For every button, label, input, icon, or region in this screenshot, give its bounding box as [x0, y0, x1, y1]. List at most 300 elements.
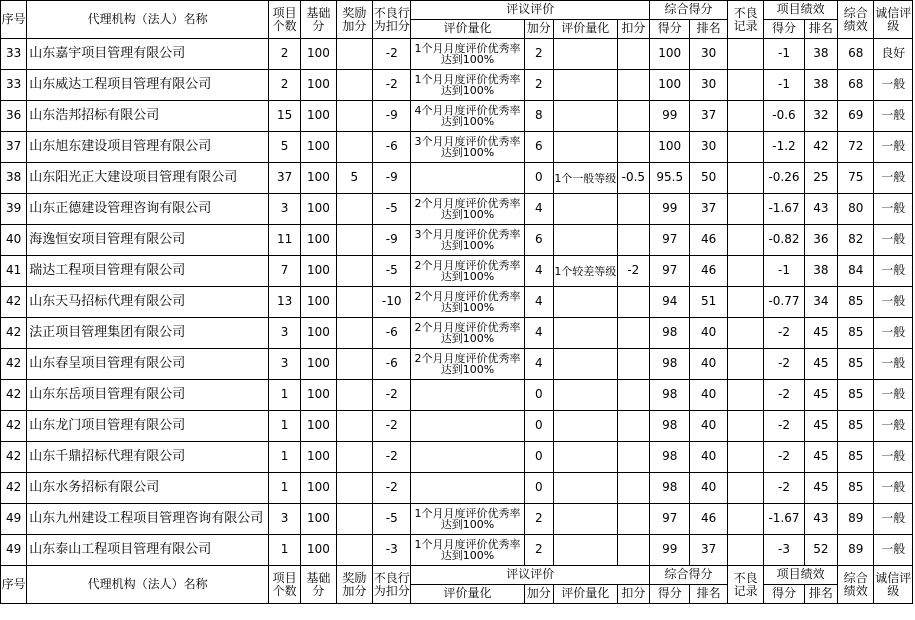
- footer-header-deduct: 扣分: [617, 585, 649, 604]
- cell-bonus: [336, 411, 372, 442]
- cell-name: 山东阳光正大建设项目管理有限公司: [27, 163, 269, 194]
- cell-pscore: -2: [764, 380, 804, 411]
- cell-deduct: [617, 39, 649, 70]
- footer-header-bad-record: 不良记录: [727, 566, 763, 604]
- footer-header-project-perf: 项目绩效: [764, 566, 838, 585]
- cell-base: 100: [301, 39, 336, 70]
- cell-total: 85: [838, 442, 874, 473]
- cell-total: 85: [838, 349, 874, 380]
- cell-count: 13: [268, 287, 300, 318]
- cell-rank: 46: [690, 225, 727, 256]
- cell-bonus: [336, 132, 372, 163]
- cell-record: [727, 39, 763, 70]
- cell-eval2: [553, 101, 617, 132]
- cell-bonus: [336, 101, 372, 132]
- cell-bad: -9: [373, 225, 411, 256]
- cell-credit: 一般: [874, 132, 913, 163]
- cell-rank: 46: [690, 504, 727, 535]
- cell-rank: 37: [690, 194, 727, 225]
- cell-seq: 49: [1, 504, 27, 535]
- cell-eval: 2个月月度评价优秀率达到100%: [411, 194, 524, 225]
- cell-name: 山东东岳项目管理有限公司: [27, 380, 269, 411]
- cell-rank: 40: [690, 349, 727, 380]
- cell-pscore: -1.2: [764, 132, 804, 163]
- cell-eval: 2个月月度评价优秀率达到100%: [411, 349, 524, 380]
- cell-seq: 40: [1, 225, 27, 256]
- cell-prank: 43: [804, 504, 837, 535]
- cell-pscore: -1: [764, 70, 804, 101]
- cell-credit: 一般: [874, 287, 913, 318]
- cell-credit: 一般: [874, 535, 913, 566]
- cell-base: 100: [301, 442, 336, 473]
- footer-header-name: 代理机构（法人）名称: [27, 566, 269, 604]
- cell-eval2: [553, 39, 617, 70]
- cell-score: 100: [650, 39, 690, 70]
- cell-add: 0: [524, 380, 553, 411]
- footer-header-seq: 序号: [1, 566, 27, 604]
- cell-record: [727, 411, 763, 442]
- header-score: 得分: [650, 20, 690, 39]
- cell-eval2: [553, 380, 617, 411]
- cell-seq: 42: [1, 411, 27, 442]
- table-row: [1, 132, 913, 163]
- cell-credit: 一般: [874, 349, 913, 380]
- cell-total: 84: [838, 256, 874, 287]
- cell-seq: 42: [1, 349, 27, 380]
- cell-total: 68: [838, 39, 874, 70]
- table-footer-header-top: [1, 566, 913, 585]
- cell-bad: -2: [373, 39, 411, 70]
- cell-rank: 37: [690, 535, 727, 566]
- table-row: [1, 194, 913, 225]
- cell-add: 0: [524, 442, 553, 473]
- cell-eval: [411, 473, 524, 504]
- header-bonus: 奖励加分: [336, 1, 372, 39]
- cell-base: 100: [301, 287, 336, 318]
- cell-eval2: [553, 287, 617, 318]
- cell-seq: 39: [1, 194, 27, 225]
- cell-bad: -6: [373, 132, 411, 163]
- cell-record: [727, 101, 763, 132]
- cell-rank: 37: [690, 101, 727, 132]
- cell-bonus: [336, 225, 372, 256]
- header-add: 加分: [524, 20, 553, 39]
- cell-add: 2: [524, 39, 553, 70]
- cell-eval: 4个月月度评价优秀率达到100%: [411, 101, 524, 132]
- cell-record: [727, 442, 763, 473]
- cell-prank: 45: [804, 442, 837, 473]
- table-row: [1, 504, 913, 535]
- cell-score: 95.5: [650, 163, 690, 194]
- cell-credit: 一般: [874, 473, 913, 504]
- cell-name: 海逸恒安项目管理有限公司: [27, 225, 269, 256]
- cell-score: 100: [650, 70, 690, 101]
- cell-credit: 一般: [874, 256, 913, 287]
- cell-score: 99: [650, 194, 690, 225]
- cell-eval: [411, 411, 524, 442]
- cell-total: 72: [838, 132, 874, 163]
- cell-name: 瑞达工程项目管理有限公司: [27, 256, 269, 287]
- cell-eval: 1个月月度评价优秀率达到100%: [411, 39, 524, 70]
- cell-credit: 一般: [874, 194, 913, 225]
- cell-bonus: [336, 39, 372, 70]
- cell-name: 山东嘉宇项目管理有限公司: [27, 39, 269, 70]
- cell-prank: 52: [804, 535, 837, 566]
- cell-deduct: [617, 535, 649, 566]
- cell-pscore: -2: [764, 411, 804, 442]
- header-eval-q2: 评价量化: [553, 20, 617, 39]
- table-row: [1, 473, 913, 504]
- cell-credit: 一般: [874, 411, 913, 442]
- header-bad: 不良行为扣分: [373, 1, 411, 39]
- table-row: [1, 318, 913, 349]
- cell-eval2: [553, 504, 617, 535]
- cell-prank: 32: [804, 101, 837, 132]
- cell-name: 山东天马招标代理有限公司: [27, 287, 269, 318]
- cell-name: 山东正德建设管理咨询有限公司: [27, 194, 269, 225]
- cell-record: [727, 163, 763, 194]
- cell-bonus: [336, 318, 372, 349]
- cell-seq: 42: [1, 473, 27, 504]
- cell-add: 4: [524, 287, 553, 318]
- cell-score: 98: [650, 318, 690, 349]
- cell-base: 100: [301, 256, 336, 287]
- cell-total: 85: [838, 473, 874, 504]
- cell-credit: 一般: [874, 318, 913, 349]
- cell-add: 6: [524, 132, 553, 163]
- cell-name: 山东九州建设工程项目管理咨询有限公司: [27, 504, 269, 535]
- cell-prank: 38: [804, 256, 837, 287]
- cell-name: 山东龙门项目管理有限公司: [27, 411, 269, 442]
- cell-score: 97: [650, 256, 690, 287]
- cell-bad: -2: [373, 473, 411, 504]
- cell-bonus: [336, 473, 372, 504]
- cell-count: 3: [268, 194, 300, 225]
- footer-header-perf-score: 得分: [764, 585, 804, 604]
- cell-add: 6: [524, 225, 553, 256]
- cell-eval: 1个月月度评价优秀率达到100%: [411, 535, 524, 566]
- cell-deduct: [617, 349, 649, 380]
- table-header-top: [1, 1, 913, 20]
- cell-prank: 45: [804, 380, 837, 411]
- cell-record: [727, 380, 763, 411]
- cell-eval: 2个月月度评价优秀率达到100%: [411, 287, 524, 318]
- cell-total: 69: [838, 101, 874, 132]
- cell-rank: 30: [690, 70, 727, 101]
- table-row: [1, 101, 913, 132]
- cell-rank: 40: [690, 318, 727, 349]
- header-count: 项目个数: [268, 1, 300, 39]
- cell-record: [727, 349, 763, 380]
- table-row: [1, 256, 913, 287]
- cell-count: 1: [268, 535, 300, 566]
- cell-record: [727, 318, 763, 349]
- cell-credit: 一般: [874, 70, 913, 101]
- cell-deduct: [617, 442, 649, 473]
- cell-prank: 43: [804, 194, 837, 225]
- cell-record: [727, 132, 763, 163]
- cell-credit: 一般: [874, 163, 913, 194]
- table-row: [1, 163, 913, 194]
- cell-deduct: [617, 287, 649, 318]
- cell-bonus: [336, 442, 372, 473]
- cell-eval: 1个月月度评价优秀率达到100%: [411, 70, 524, 101]
- cell-base: 100: [301, 473, 336, 504]
- cell-pscore: -0.77: [764, 287, 804, 318]
- cell-add: 0: [524, 411, 553, 442]
- table-row: [1, 39, 913, 70]
- cell-total: 75: [838, 163, 874, 194]
- cell-deduct: [617, 473, 649, 504]
- cell-add: 2: [524, 535, 553, 566]
- header-project-perf: 项目绩效: [764, 1, 838, 20]
- cell-count: 1: [268, 473, 300, 504]
- cell-pscore: -2: [764, 318, 804, 349]
- cell-pscore: -2: [764, 473, 804, 504]
- cell-pscore: -0.26: [764, 163, 804, 194]
- cell-bad: -2: [373, 411, 411, 442]
- cell-score: 98: [650, 411, 690, 442]
- cell-rank: 40: [690, 411, 727, 442]
- cell-rank: 46: [690, 256, 727, 287]
- header-total-perf: 综合绩效: [838, 1, 874, 39]
- cell-eval2: [553, 535, 617, 566]
- cell-credit: 一般: [874, 225, 913, 256]
- cell-eval2: [553, 194, 617, 225]
- cell-deduct: [617, 318, 649, 349]
- header-review: 评议评价: [411, 1, 650, 20]
- cell-score: 98: [650, 442, 690, 473]
- cell-bad: -2: [373, 442, 411, 473]
- cell-count: 1: [268, 442, 300, 473]
- cell-prank: 45: [804, 349, 837, 380]
- footer-header-eval-q2: 评价量化: [553, 585, 617, 604]
- cell-eval2: [553, 442, 617, 473]
- header-rank: 排名: [690, 20, 727, 39]
- cell-name: 山东泰山工程项目管理有限公司: [27, 535, 269, 566]
- footer-header-perf-rank: 排名: [804, 585, 837, 604]
- cell-bonus: [336, 194, 372, 225]
- cell-deduct: -0.5: [617, 163, 649, 194]
- cell-prank: 45: [804, 318, 837, 349]
- cell-pscore: -1: [764, 256, 804, 287]
- table-row: [1, 411, 913, 442]
- cell-deduct: [617, 132, 649, 163]
- cell-rank: 30: [690, 132, 727, 163]
- cell-base: 100: [301, 132, 336, 163]
- table-row: [1, 380, 913, 411]
- cell-seq: 36: [1, 101, 27, 132]
- cell-name: 法正项目管理集团有限公司: [27, 318, 269, 349]
- cell-seq: 33: [1, 39, 27, 70]
- cell-total: 85: [838, 318, 874, 349]
- cell-total: 85: [838, 287, 874, 318]
- cell-name: 山东威达工程项目管理有限公司: [27, 70, 269, 101]
- cell-record: [727, 194, 763, 225]
- cell-prank: 45: [804, 473, 837, 504]
- cell-add: 2: [524, 70, 553, 101]
- cell-add: 4: [524, 194, 553, 225]
- table-row: [1, 442, 913, 473]
- cell-prank: 25: [804, 163, 837, 194]
- cell-seq: 42: [1, 287, 27, 318]
- header-base: 基础分: [301, 1, 336, 39]
- cell-pscore: -0.6: [764, 101, 804, 132]
- cell-base: 100: [301, 411, 336, 442]
- cell-bonus: [336, 70, 372, 101]
- cell-eval2: [553, 473, 617, 504]
- cell-bad: -9: [373, 101, 411, 132]
- table-row: [1, 349, 913, 380]
- cell-prank: 38: [804, 39, 837, 70]
- cell-eval2: [553, 411, 617, 442]
- cell-pscore: -1.67: [764, 194, 804, 225]
- cell-record: [727, 256, 763, 287]
- cell-pscore: -1: [764, 39, 804, 70]
- footer-header-rank: 排名: [690, 585, 727, 604]
- cell-record: [727, 504, 763, 535]
- table-row: [1, 535, 913, 566]
- cell-deduct: [617, 70, 649, 101]
- cell-name: 山东春呈项目管理有限公司: [27, 349, 269, 380]
- cell-score: 97: [650, 225, 690, 256]
- cell-pscore: -1.67: [764, 504, 804, 535]
- cell-score: 98: [650, 349, 690, 380]
- cell-eval2: 1个较差等级: [553, 256, 617, 287]
- header-perf-rank: 排名: [804, 20, 837, 39]
- cell-add: 4: [524, 349, 553, 380]
- header-eval-q: 评价量化: [411, 20, 524, 39]
- cell-prank: 36: [804, 225, 837, 256]
- cell-total: 85: [838, 411, 874, 442]
- cell-record: [727, 225, 763, 256]
- cell-base: 100: [301, 349, 336, 380]
- cell-add: 0: [524, 163, 553, 194]
- cell-base: 100: [301, 101, 336, 132]
- cell-prank: 38: [804, 70, 837, 101]
- cell-eval2: [553, 225, 617, 256]
- cell-count: 11: [268, 225, 300, 256]
- cell-base: 100: [301, 380, 336, 411]
- footer-header-review: 评议评价: [411, 566, 650, 585]
- cell-seq: 38: [1, 163, 27, 194]
- footer-header-composite: 综合得分: [650, 566, 728, 585]
- cell-eval: 2个月月度评价优秀率达到100%: [411, 318, 524, 349]
- header-seq: 序号: [1, 1, 27, 39]
- cell-bad: -2: [373, 70, 411, 101]
- cell-total: 68: [838, 70, 874, 101]
- cell-rank: 51: [690, 287, 727, 318]
- cell-total: 85: [838, 380, 874, 411]
- cell-pscore: -3: [764, 535, 804, 566]
- cell-score: 97: [650, 504, 690, 535]
- cell-record: [727, 287, 763, 318]
- cell-eval: 1个月月度评价优秀率达到100%: [411, 504, 524, 535]
- cell-name: 山东浩邦招标有限公司: [27, 101, 269, 132]
- cell-pscore: -2: [764, 349, 804, 380]
- cell-deduct: [617, 101, 649, 132]
- cell-bonus: [336, 287, 372, 318]
- cell-bonus: [336, 504, 372, 535]
- cell-record: [727, 535, 763, 566]
- cell-deduct: [617, 225, 649, 256]
- cell-count: 15: [268, 101, 300, 132]
- cell-bad: -6: [373, 318, 411, 349]
- cell-count: 3: [268, 318, 300, 349]
- cell-total: 82: [838, 225, 874, 256]
- cell-name: 山东水务招标有限公司: [27, 473, 269, 504]
- cell-score: 98: [650, 473, 690, 504]
- cell-seq: 41: [1, 256, 27, 287]
- cell-base: 100: [301, 318, 336, 349]
- cell-eval2: [553, 132, 617, 163]
- cell-deduct: [617, 194, 649, 225]
- cell-credit: 一般: [874, 101, 913, 132]
- cell-seq: 37: [1, 132, 27, 163]
- cell-eval: [411, 163, 524, 194]
- footer-header-eval-q: 评价量化: [411, 585, 524, 604]
- cell-eval2: [553, 70, 617, 101]
- cell-base: 100: [301, 504, 336, 535]
- footer-header-count: 项目个数: [268, 566, 300, 604]
- cell-eval2: [553, 349, 617, 380]
- cell-name: 山东千鼎招标代理有限公司: [27, 442, 269, 473]
- cell-bad: -6: [373, 349, 411, 380]
- header-composite: 综合得分: [650, 1, 728, 20]
- header-bad-record: 不良记录: [727, 1, 763, 39]
- cell-rank: 30: [690, 39, 727, 70]
- cell-base: 100: [301, 535, 336, 566]
- cell-rank: 40: [690, 442, 727, 473]
- cell-add: 2: [524, 504, 553, 535]
- cell-bad: -3: [373, 535, 411, 566]
- cell-total: 80: [838, 194, 874, 225]
- cell-name: 山东旭东建设项目管理有限公司: [27, 132, 269, 163]
- cell-score: 94: [650, 287, 690, 318]
- cell-prank: 42: [804, 132, 837, 163]
- cell-eval: 3个月月度评价优秀率达到100%: [411, 132, 524, 163]
- cell-credit: 一般: [874, 504, 913, 535]
- cell-score: 98: [650, 380, 690, 411]
- cell-eval2: 1个一般等级: [553, 163, 617, 194]
- cell-score: 99: [650, 535, 690, 566]
- cell-count: 1: [268, 411, 300, 442]
- cell-bad: -9: [373, 163, 411, 194]
- cell-rank: 40: [690, 380, 727, 411]
- cell-bonus: [336, 349, 372, 380]
- table-row: [1, 70, 913, 101]
- cell-bonus: [336, 256, 372, 287]
- cell-seq: 33: [1, 70, 27, 101]
- header-deduct: 扣分: [617, 20, 649, 39]
- cell-count: 2: [268, 70, 300, 101]
- footer-header-add: 加分: [524, 585, 553, 604]
- header-name: 代理机构（法人）名称: [27, 1, 269, 39]
- footer-header-bonus: 奖励加分: [336, 566, 372, 604]
- cell-score: 100: [650, 132, 690, 163]
- cell-rank: 50: [690, 163, 727, 194]
- cell-bad: -2: [373, 380, 411, 411]
- cell-count: 3: [268, 504, 300, 535]
- header-perf-score: 得分: [764, 20, 804, 39]
- cell-credit: 一般: [874, 442, 913, 473]
- cell-bonus: 5: [336, 163, 372, 194]
- cell-eval2: [553, 318, 617, 349]
- cell-total: 89: [838, 504, 874, 535]
- cell-count: 3: [268, 349, 300, 380]
- footer-header-total-perf: 综合绩效: [838, 566, 874, 604]
- cell-add: 8: [524, 101, 553, 132]
